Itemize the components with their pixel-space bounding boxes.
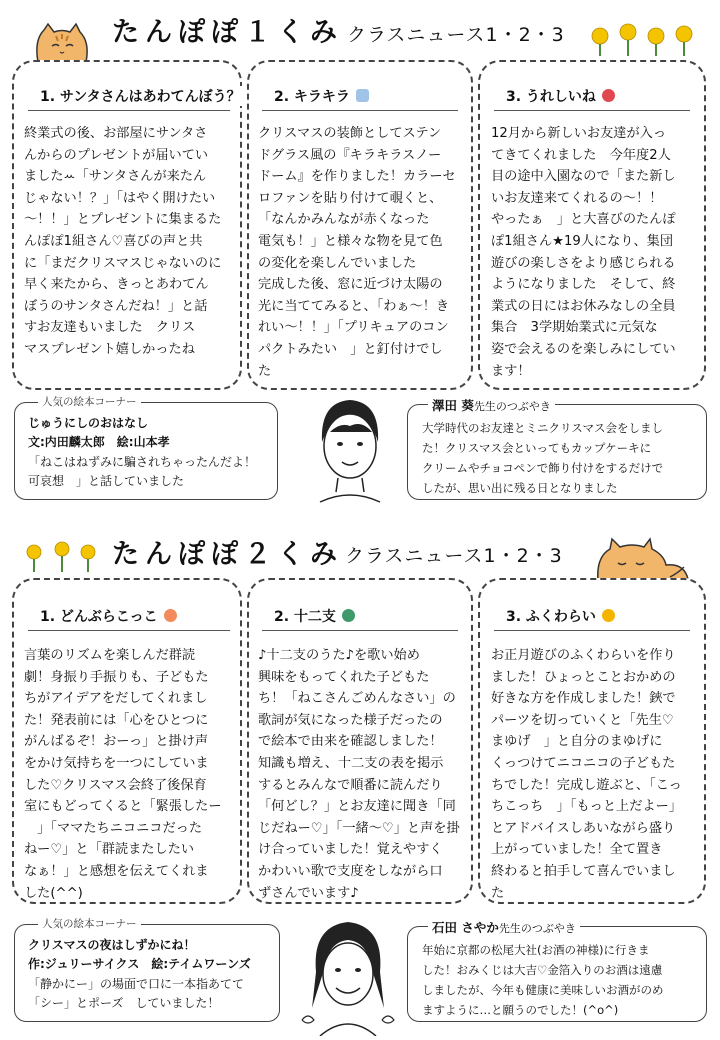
text-line: ドグラス風の『キラキラスノー: [258, 147, 442, 163]
news-body: [24, 645, 239, 904]
text-line: ♪十二支のうた♪を歌い始め: [258, 648, 420, 663]
text-line: 好きな方を作成しました！鋏で: [491, 691, 676, 707]
dragon-icon: [342, 609, 355, 622]
text-line: くっつけてニコニコの子どもた: [491, 755, 676, 771]
divider: [262, 110, 458, 111]
text-line: 「なんかみんなが赤くなった: [258, 212, 430, 228]
text-line: した(^^): [24, 885, 83, 901]
text-line: 早く来たから、きっとあわてん: [24, 277, 209, 293]
text-line: かわいい歌で支度をしながら口: [258, 863, 443, 879]
text-line: け合っていました！覚えやすく: [258, 842, 443, 858]
news-body: [258, 123, 470, 382]
text-line: 上がっていました！全て置き: [491, 842, 663, 858]
text-line: 電気も！」と様々な物を見て色: [258, 233, 443, 249]
flowers-icon: [586, 22, 696, 56]
teacher-portrait: [290, 912, 406, 1036]
divider: [28, 630, 230, 631]
text-line: なぁ！」と感想を伝えてくれま: [24, 863, 209, 879]
text-line: クリスマスの装飾としてステン: [258, 126, 442, 141]
teacher-name: 石田 さやか先生のつぶやき: [428, 918, 580, 936]
text-line: ぽ1組さん★19人になり、集団: [491, 233, 674, 249]
book-comment: 「ねこはねずみに騙されちゃったんだよ！: [28, 455, 257, 469]
text-line: ます！: [491, 363, 531, 379]
text-line: ようになりました そして、終: [491, 277, 676, 293]
text-line: ドーム』を作りました！カラーセ: [258, 169, 456, 185]
teacher-portrait: [300, 392, 400, 508]
book-title: じゅうにしのおはなし: [28, 416, 149, 430]
divider: [262, 630, 458, 631]
text-line: 姿で会えるのを楽しみにしてい: [491, 341, 676, 357]
text-line: パクトみたい 」と釘付けでし: [258, 341, 443, 357]
news-heading: 3. うれしいね: [500, 86, 622, 106]
text-line: てきてくれました 今年度2人: [491, 147, 671, 163]
peach-icon: [164, 609, 177, 622]
text-line: 遊びの楽しさをより感じられる: [491, 255, 676, 271]
text-line: 言葉のリズムを楽しんだ群読: [24, 648, 196, 663]
news-body: [491, 123, 703, 382]
text-line: じだねー♡」「一緒～♡」と声を掛: [258, 820, 460, 836]
text-line: をかけ気持ちを一つにしていま: [24, 755, 209, 771]
text-line: とアドバイスしあいながら盛り: [491, 820, 676, 836]
text-line: 知識も増え、十二支の表を掲示: [258, 755, 444, 771]
text-line: 光に当ててみると、「わぁ～！き: [258, 298, 450, 314]
text-line: ちがアイデアをだしてくれまし: [24, 691, 208, 707]
text-line: ました！ひょっとことおかめの: [491, 669, 676, 685]
text-line: 集合 3学期始業式に元気な: [491, 320, 658, 336]
divider: [494, 110, 690, 111]
text-line: ましたꕀ「サンタさんが来たん: [24, 169, 207, 185]
teacher-talk-text: [422, 940, 704, 1020]
text-line: た！クリスマス会といってもカップケーキに: [422, 441, 652, 455]
text-line: 業式の日にはお休みなしの全員: [491, 298, 676, 314]
book-corner-label: 人気の絵本コーナー: [38, 916, 141, 931]
text-line: ちでした！完成し遊ぶと、「こっ: [491, 777, 682, 793]
text-line: 歌詞が気になった様子だったの: [258, 712, 443, 728]
text-line: で絵本で由来を確認しました！: [258, 734, 443, 750]
text-line: 大学時代のお友達とミニクリスマス会をしまし: [422, 421, 664, 435]
text-line: まゆげ 」と自分のまゆげに: [491, 734, 663, 750]
news-body: [258, 645, 470, 904]
snow-globe-icon: [356, 89, 369, 102]
flowers-icon: [22, 540, 102, 572]
page-title: たんぽぽ２くみ: [112, 539, 343, 570]
text-line: いお友達来てくれるの～！！: [491, 190, 663, 206]
text-line: ロファンを貼り付けて覗くと、: [258, 190, 443, 206]
text-line: 12月から新しいお友達が入っ: [491, 126, 667, 141]
text-line: 終わると拍手して喜んでいまし: [491, 863, 676, 879]
text-line: た: [491, 885, 505, 901]
book-comment: 可哀想 」と話していました: [28, 474, 185, 488]
text-line: 目の途中入園なので「また新し: [491, 169, 676, 185]
news-heading: 2. キラキラ: [268, 86, 376, 106]
heart-icon: [602, 89, 615, 102]
page-subtitle: クラスニュース1・2・3: [345, 545, 563, 567]
text-line: 劇！身振り手振りも、子どもた: [24, 669, 209, 685]
text-line: ちこっち 」「もっと上だよー」: [491, 799, 682, 815]
page-subtitle: クラスニュース1・2・3: [347, 24, 565, 46]
divider: [28, 110, 230, 111]
teacher-talk-text: [422, 418, 704, 498]
book-corner-label: 人気の絵本コーナー: [38, 394, 141, 409]
text-line: ずさんでいます♪: [258, 885, 359, 901]
page-title: たんぽぽ１くみ: [112, 17, 343, 48]
book-title: クリスマスの夜はしずかにね！: [28, 938, 196, 952]
text-line: やったぁ 」と大喜びのたんぽ: [491, 212, 676, 228]
text-line: ねー♡」と「群読またしたい: [24, 842, 195, 858]
text-line: マスプレゼント嬉しかったね: [24, 341, 195, 357]
news-body: [24, 123, 239, 361]
news-heading: 3. ふくわらい: [500, 606, 622, 626]
book-comment: 「静かにー」の場面で口に一本指あてて: [28, 977, 245, 991]
text-line: 完成した後、窓に近づけ太陽の: [258, 277, 443, 293]
text-line: ますように…と願うのでした！(^o^): [422, 1003, 619, 1017]
news-body: [491, 645, 703, 904]
news-heading: 2. 十二支: [268, 606, 362, 626]
text-line: すお友達もいました クリス: [24, 320, 196, 336]
teacher-name: 澤田 葵先生のつぶやき: [428, 396, 555, 414]
book-author: 作:ジュリーサイクス 絵:テイムワーンズ: [28, 957, 251, 971]
smile-icon: [602, 609, 615, 622]
text-line: したが、思い出に残る日となりました: [422, 481, 618, 495]
text-line: 年始に京都の松尾大社(お酒の神様)に行きま: [422, 943, 650, 957]
book-author: 文:内田麟太郎 絵:山本孝: [28, 435, 170, 449]
news-heading: 1. サンタさんはあわてんぼう？: [34, 86, 247, 106]
text-line: クリームやチョコペンで飾り付けをするだけで: [422, 461, 664, 475]
text-line: た: [258, 363, 272, 379]
text-line: ～！！」とプレゼントに集まるた: [24, 212, 222, 228]
text-line: 終業式の後、お部屋にサンタさ: [24, 126, 208, 141]
text-line: ち！「ねこさんごめんなさい」の: [258, 691, 456, 707]
text-line: の変化を楽しんでいました: [258, 255, 417, 271]
divider: [494, 630, 690, 631]
text-line: 」「ママたちニコニコだった: [24, 820, 203, 836]
text-line: じゃない！？」「はやく開けたい: [24, 190, 216, 206]
text-line: するとみんなで順番に読んだり: [258, 777, 443, 793]
book-comment: 「シー」とポーズ していました！: [28, 996, 220, 1010]
text-line: 室にもどってくると「緊張したー: [24, 799, 222, 815]
text-line: に「まだクリスマスじゃないのに: [24, 255, 222, 271]
text-line: した♡クリスマス会終了後保育: [24, 777, 207, 793]
text-line: れい～！！」「プリキュアのコン: [258, 320, 449, 336]
text-line: しましたが、今年も健康に美味しいお酒がのめ: [422, 983, 664, 997]
text-line: パーツを切っていくと「先生♡: [491, 712, 674, 728]
text-line: んぽぽ1組さん♡喜びの声と共: [24, 233, 203, 249]
text-line: お正月遊びのふくわらいを作り: [491, 648, 676, 663]
news-heading: 1. どんぶらこっこ: [34, 606, 184, 626]
text-line: 興味をもってくれた子どもた: [258, 669, 430, 685]
text-line: ぼうのサンタさんだね！」と話: [24, 298, 208, 314]
text-line: した！おみくじは大吉♡金箔入りのお酒は遠慮: [422, 963, 663, 977]
text-line: た！発表前には「心をひとつに: [24, 712, 209, 728]
text-line: がんばるぞ！おーっ」と掛け声: [24, 734, 209, 750]
text-line: んからのプレゼントが届いてい: [24, 147, 209, 163]
text-line: 「何どし？」とお友達に聞き「同: [258, 799, 456, 815]
